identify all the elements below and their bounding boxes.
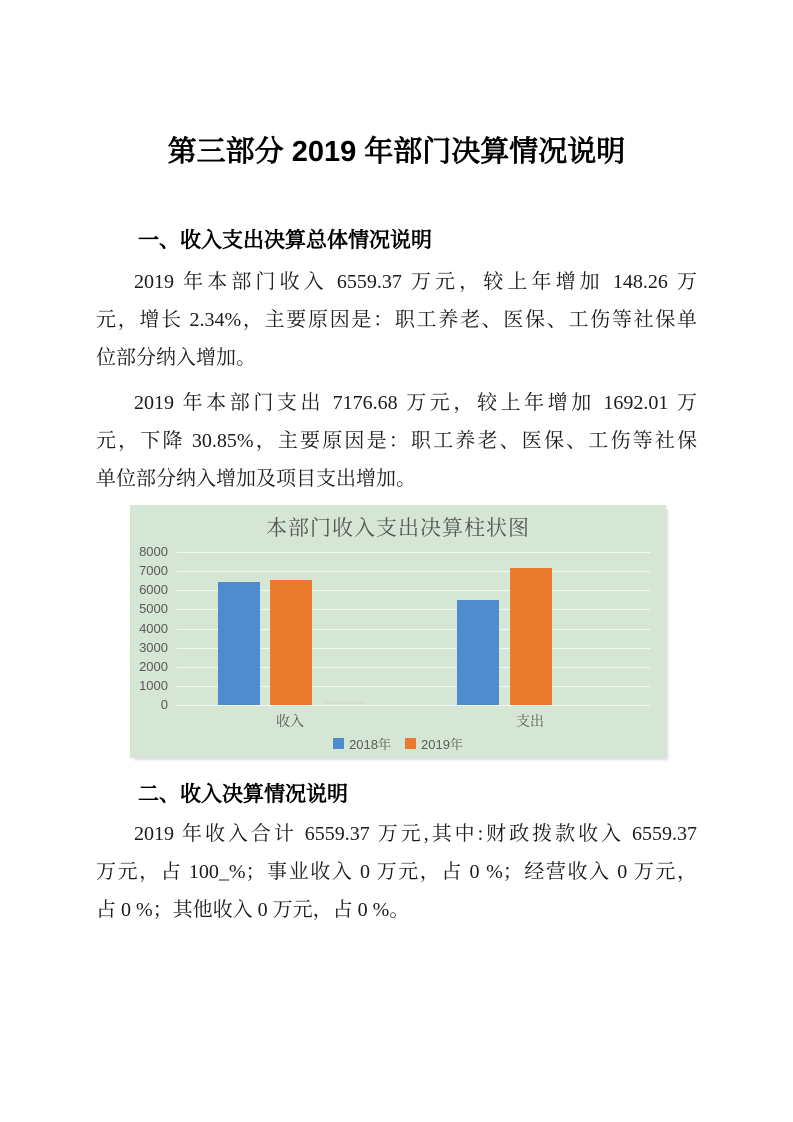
gridline (177, 705, 650, 706)
y-axis-tick-label: 8000 (139, 544, 168, 559)
paragraph-income (96, 263, 697, 377)
legend-swatch (405, 738, 416, 749)
section-heading-1: 一、收入支出决算总体情况说明 (138, 229, 432, 252)
y-axis-tick-label: 0 (160, 697, 168, 712)
paragraph-line: 元，下降 30.85%，主要原因是：职工养老、医保、工伤等社保 (96, 430, 697, 452)
paragraph-line: 单位部分纳入增加及项目支出增加。 (96, 468, 416, 490)
baseline-artifact-line (325, 702, 365, 704)
income-expenditure-bar-chart (130, 505, 666, 758)
paragraph-line: 2019 年收入合计 6559.37 万元,其中:财政拨款收入 6559.37 (134, 823, 697, 845)
chart-title: 本部门收入支出决算柱状图 (266, 516, 530, 540)
y-axis-tick-label: 4000 (139, 620, 168, 636)
chart-y-axis (130, 544, 170, 712)
bar-2018年-收入 (218, 582, 260, 705)
document-title: 第三部分 2019 年部门决算情况说明 (167, 136, 626, 168)
paragraph-line: 2019 年本部门收入 6559.37 万元，较上年增加 148.26 万 (134, 271, 697, 293)
y-axis-tick-label: 7000 (139, 563, 168, 579)
y-axis-tick-label: 5000 (139, 601, 168, 617)
legend-item-2019 (405, 734, 463, 753)
category-label-income: 收入 (276, 715, 304, 730)
bar-2019年-收入 (270, 580, 312, 705)
paragraph-expenditure (96, 384, 697, 498)
gridline (177, 552, 650, 553)
paragraph-line: 2019 年本部门支出 7176.68 万元，较上年增加 1692.01 万 (134, 392, 697, 414)
paragraph-line: 元，增长 2.34%，主要原因是：职工养老、医保、工伤等社保单 (96, 309, 697, 331)
paragraph-line: 万元，占 100_%；事业收入 0 万元，占 0 %；经营收入 0 万元， (96, 861, 697, 883)
legend-swatch (333, 738, 344, 749)
bar-2018年-支出 (457, 600, 499, 705)
paragraph-line: 位部分纳入增加。 (96, 347, 256, 369)
y-axis-tick-label: 6000 (139, 582, 168, 598)
bar-2019年-支出 (510, 568, 552, 705)
legend-label: 2018年 (349, 737, 391, 752)
y-axis-tick-label: 2000 (139, 658, 168, 674)
paragraph-income-detail (96, 815, 697, 929)
chart-plot (177, 552, 650, 705)
gridline (177, 571, 650, 572)
legend-item-2018 (333, 734, 391, 753)
category-label-expenditure: 支出 (516, 715, 544, 730)
paragraph-line: 占 0 %；其他收入 0 万元，占 0 %。 (96, 899, 410, 921)
section-heading-2: 二、收入决算情况说明 (138, 783, 348, 806)
y-axis-tick-label: 3000 (139, 639, 168, 655)
legend-label: 2019年 (421, 737, 463, 752)
y-axis-tick-label: 1000 (139, 677, 168, 693)
chart-legend (130, 734, 666, 753)
